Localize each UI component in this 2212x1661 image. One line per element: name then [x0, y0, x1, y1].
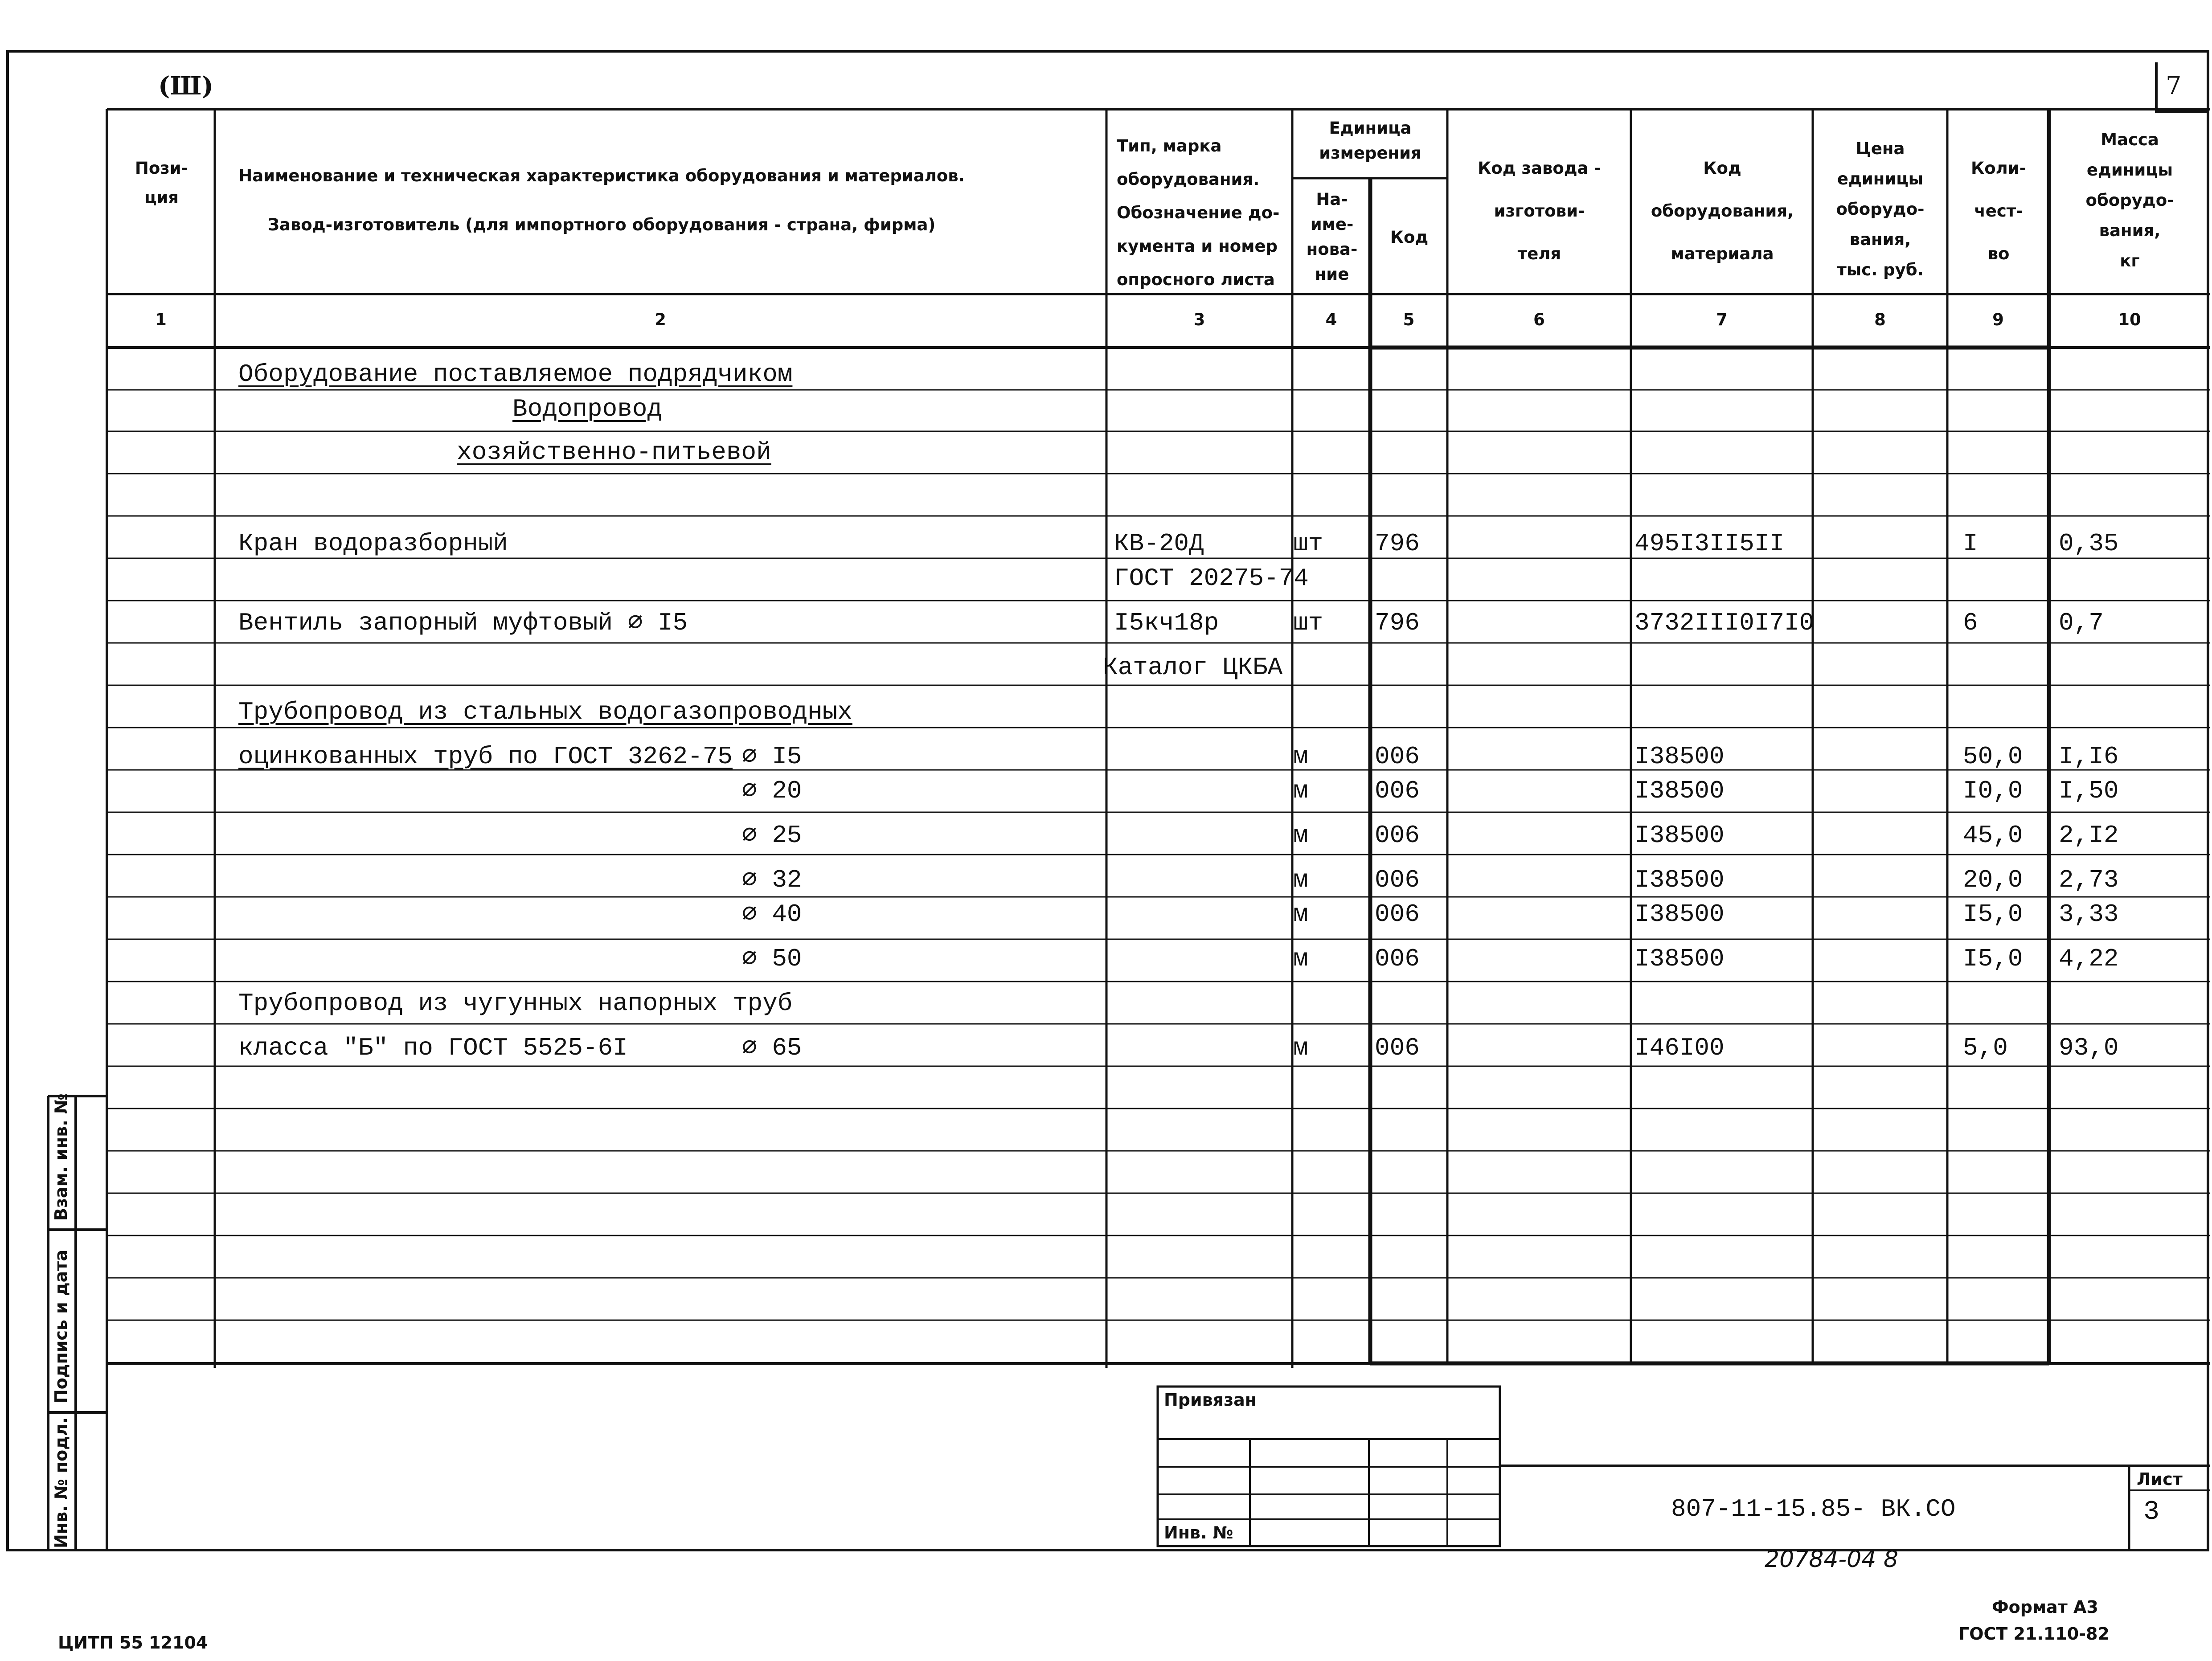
header-equipment-code: Код оборудования, материала: [1651, 159, 1794, 263]
table-row-qty: I5,0: [1963, 900, 2023, 929]
table-row-unit-code: 006: [1375, 900, 1420, 929]
citp-label: ЦИТП 55 12104: [58, 1633, 208, 1653]
table-row-mass: 2,I2: [2059, 821, 2119, 850]
table-row-name: оцинкованных труб по ГОСТ 3262-75: [238, 742, 733, 771]
side-label-replace-inv: Взам. инв. №: [51, 1093, 71, 1221]
colnum-2: 2: [655, 310, 666, 329]
side-label-inv-original: Инв. № подл.: [51, 1417, 71, 1548]
table-row-diameter: ∅ I5: [742, 742, 802, 771]
table-row-unit-code: 006: [1375, 945, 1420, 973]
table-row-diameter: ∅ 65: [742, 1034, 802, 1062]
table-row-qty: I0,0: [1963, 777, 2023, 805]
table-row-mass: 3,33: [2059, 900, 2119, 929]
table-row-type: ГОСТ 20275-74: [1114, 564, 1309, 593]
colnum-10: 10: [2118, 310, 2141, 329]
colnum-3: 3: [1193, 310, 1205, 329]
header-unit: Единица измерения: [1319, 119, 1421, 163]
table-row-mass: 0,7: [2059, 609, 2104, 637]
table-row-unit-code: 006: [1375, 742, 1420, 771]
table-row-mass: I,50: [2059, 777, 2119, 805]
table-row-qty: I: [1963, 529, 1978, 558]
table-row-mass: 93,0: [2059, 1034, 2119, 1062]
table-row-mass: 2,73: [2059, 866, 2119, 894]
table-row-name: класса "Б" по ГОСТ 5525-6I: [238, 1034, 628, 1062]
table-row-unit: шт: [1293, 529, 1323, 558]
header-position: Пози- ция: [135, 159, 188, 207]
table-row-qty: I5,0: [1963, 945, 2023, 973]
table-row-diameter: ∅ 25: [742, 821, 802, 850]
row-section-title: Оборудование поставляемое подрядчиком: [238, 360, 793, 389]
stamp-sheet-label: Лист: [2137, 1469, 2183, 1489]
colnum-8: 8: [1874, 310, 1886, 329]
colnum-1: 1: [155, 310, 167, 329]
colnum-9: 9: [1992, 310, 2004, 329]
table-row-mass: 0,35: [2059, 529, 2119, 558]
table-row-unit: м: [1293, 742, 1308, 771]
table-row-unit-code: 006: [1375, 821, 1420, 850]
side-label-signature-date: Подпись и дата: [51, 1249, 71, 1403]
table-row-diameter: ∅ 20: [742, 777, 802, 805]
header-mass: Масса единицы оборудо- вания, кг: [2085, 130, 2174, 270]
table-row-code: 495I3II5II: [1634, 529, 1785, 558]
header-quantity: Коли- чест- во: [1970, 159, 2027, 263]
table-row-unit-code: 006: [1375, 866, 1420, 894]
table-row-unit-code: 006: [1375, 1034, 1420, 1062]
table-row-code: 3732III0I7I0: [1634, 609, 1815, 637]
table-row-name: Трубопровод из чугунных напорных труб: [238, 989, 793, 1018]
table-row-qty: 45,0: [1963, 821, 2023, 850]
header-type: Тип, марка оборудования. Обозначение до- кумента и номер опросного листа: [1117, 136, 1280, 289]
table-row-code: I38500: [1634, 777, 1725, 805]
top-sheet-number: 7: [2166, 71, 2182, 100]
table-row-mass: I,I6: [2059, 742, 2119, 771]
stamp-attached-label: Привязан: [1164, 1390, 1257, 1410]
format-label: Формат А3: [1992, 1597, 2098, 1617]
table-row-unit: м: [1293, 821, 1308, 850]
table-row-unit: шт: [1293, 609, 1323, 637]
table-row-unit-code: 796: [1375, 529, 1420, 558]
table-row-code: I38500: [1634, 866, 1725, 894]
colnum-6: 6: [1533, 310, 1545, 329]
table-row-name: Трубопровод из стальных водогазопроводных: [238, 698, 852, 726]
table-row-type: I5кч18р: [1114, 609, 1219, 637]
section-mark: (Ш): [158, 71, 214, 101]
gost-label: ГОСТ 21.110-82: [1958, 1624, 2110, 1644]
table-row-code: I38500: [1634, 821, 1725, 850]
document-code: 807-11-15.85- ВК.СО: [1671, 1495, 1956, 1523]
table-row-diameter: ∅ 40: [742, 900, 802, 929]
stamp-inv-label: Инв. №: [1164, 1523, 1233, 1542]
table-row-mass: 4,22: [2059, 945, 2119, 973]
table-row-qty: 20,0: [1963, 866, 2023, 894]
table-row-type: КВ-20Д: [1114, 529, 1204, 558]
table-row-code: I38500: [1634, 900, 1725, 929]
header-name: Наименование и техническая характеристика оборудования и материалов. Завод-изготовитель (для импортного оборудования - страна, фирма): [238, 166, 965, 234]
table-row-unit: м: [1293, 900, 1308, 929]
table-row-unit: м: [1293, 1034, 1308, 1062]
colnum-7: 7: [1716, 310, 1728, 329]
header-price: Цена единицы оборудо- вания, тыс. руб.: [1836, 139, 1925, 279]
colnum-4: 4: [1325, 310, 1337, 329]
table-row-unit-code: 006: [1375, 777, 1420, 805]
row-subsection-2: хозяйственно-питьевой: [457, 438, 771, 466]
table-row-qty: 6: [1963, 609, 1978, 637]
table-row-code: I46I00: [1634, 1034, 1725, 1062]
colnum-5: 5: [1403, 310, 1415, 329]
table-row-diameter: ∅ 32: [742, 866, 802, 894]
table-row-type: Каталог ЦКБА: [1103, 653, 1283, 682]
row-subsection-1: Водопровод: [512, 395, 663, 423]
table-row-unit: м: [1293, 777, 1308, 805]
table-row-unit: м: [1293, 945, 1308, 973]
header-unit-name: На- име- нова- ние: [1306, 190, 1358, 284]
table-row-code: I38500: [1634, 945, 1725, 973]
handwritten-number: 20784-04 8: [1765, 1546, 1898, 1573]
header-plant-code: Код завода - изготови- теля: [1478, 159, 1601, 263]
table-row-unit-code: 796: [1375, 609, 1420, 637]
table-row-name: Кран водоразборный: [238, 529, 508, 558]
table-row-qty: 5,0: [1963, 1034, 2008, 1062]
table-row-unit: м: [1293, 866, 1308, 894]
table-row-name: Вентиль запорный муфтовый ∅ I5: [238, 609, 688, 637]
table-row-code: I38500: [1634, 742, 1725, 771]
stamp-sheet-value: 3: [2143, 1497, 2160, 1527]
header-unit-code: Код: [1390, 228, 1429, 247]
table-row-diameter: ∅ 50: [742, 945, 802, 973]
table-row-qty: 50,0: [1963, 742, 2023, 771]
